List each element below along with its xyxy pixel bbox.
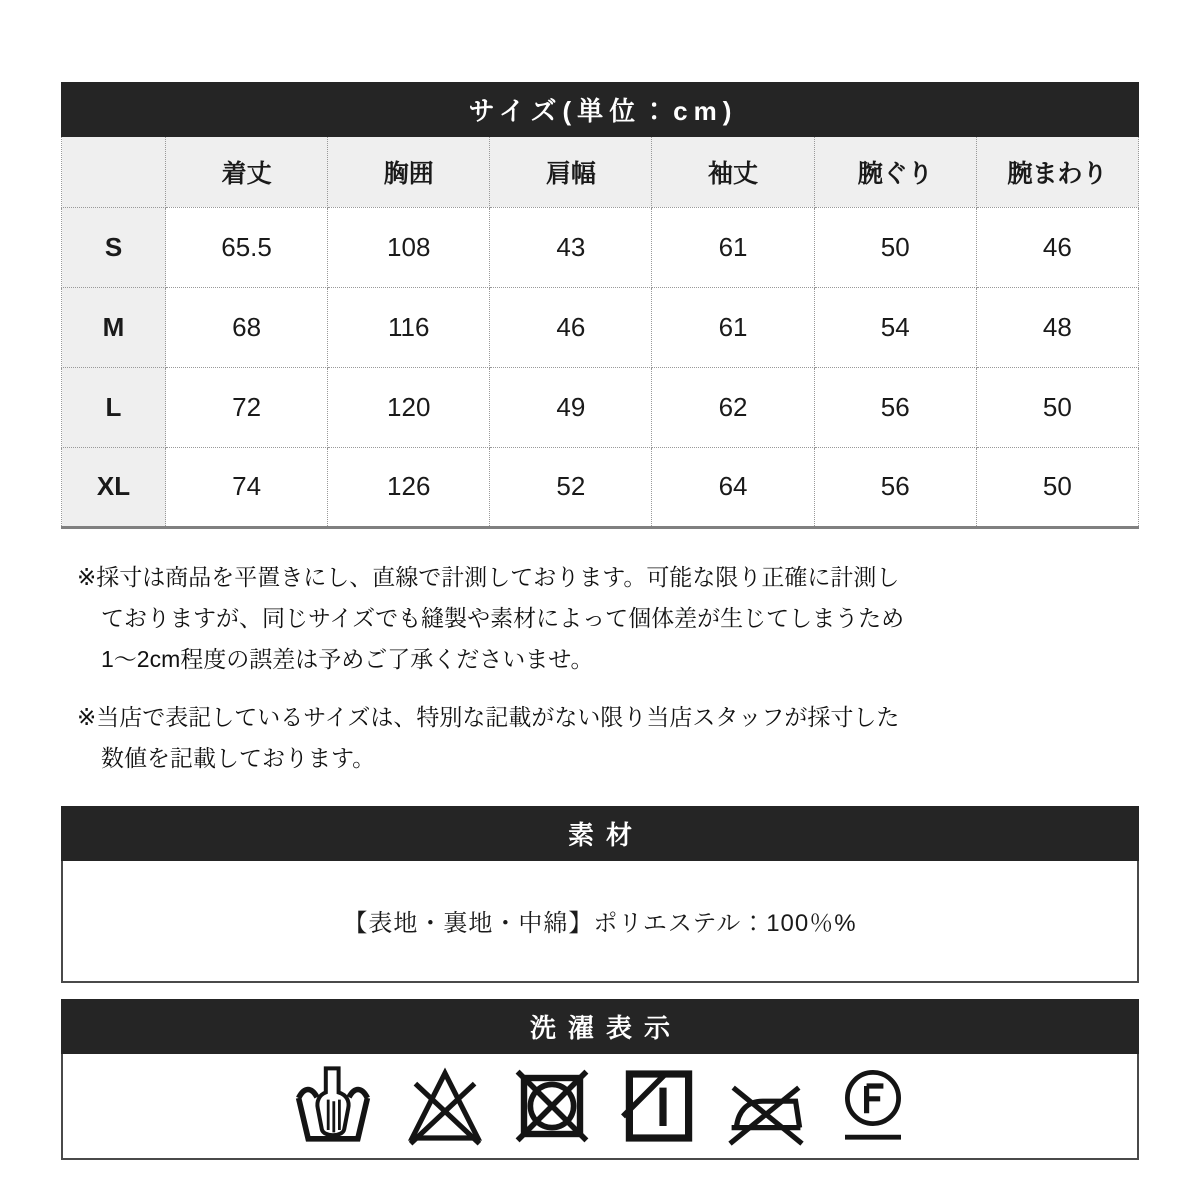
- size-cell: 43: [490, 207, 652, 287]
- dry-clean-petroleum-F-icon: [833, 1066, 913, 1146]
- size-cell: 46: [976, 207, 1138, 287]
- corner-cell: [62, 137, 166, 207]
- size-row-label: S: [62, 207, 166, 287]
- column-header-armhole: 腕ぐり: [814, 137, 976, 207]
- column-header-chest: 胸囲: [328, 137, 490, 207]
- material-body: [61, 861, 1139, 983]
- do-not-tumble-dry-icon: [512, 1066, 592, 1146]
- column-header-length: 着丈: [166, 137, 328, 207]
- table-row-m: [62, 287, 1139, 367]
- care-icons-row: [61, 1054, 1139, 1160]
- size-row-label: M: [62, 287, 166, 367]
- size-cell: 50: [814, 207, 976, 287]
- size-title-bar: [61, 82, 1139, 137]
- note-line: ※当店で表記しているサイズは、特別な記載がない限り当店スタッフが採寸した: [77, 703, 900, 730]
- size-table: [61, 137, 1139, 529]
- size-cell: 61: [652, 287, 814, 367]
- column-header-shoulder: 肩幅: [490, 137, 652, 207]
- column-header-sleeve: 袖丈: [652, 137, 814, 207]
- size-title: サイズ(単位：cm): [468, 96, 738, 126]
- material-text: 【表地・裏地・中綿】ポリエステル：100％%: [343, 910, 857, 937]
- size-cell: 74: [166, 447, 328, 527]
- care-title: 洗濯表示: [529, 1012, 682, 1043]
- care-title-bar: [61, 999, 1139, 1054]
- size-cell: 54: [814, 287, 976, 367]
- table-row-l: [62, 367, 1139, 447]
- size-cell: 120: [328, 367, 490, 447]
- size-cell: 108: [328, 207, 490, 287]
- note-measurement-accuracy: [77, 557, 1139, 680]
- measurement-notes: [77, 557, 1139, 779]
- size-cell: 52: [490, 447, 652, 527]
- line-dry-in-shade-icon: [619, 1066, 699, 1146]
- size-cell: 49: [490, 367, 652, 447]
- note-line: ておりますが、同じサイズでも縫製や素材によって個体差が生じてしまうため: [101, 604, 905, 631]
- size-cell: 56: [814, 367, 976, 447]
- size-cell: 68: [166, 287, 328, 367]
- size-cell: 65.5: [166, 207, 328, 287]
- material-title: 素材: [567, 819, 644, 850]
- do-not-bleach-icon: [405, 1066, 485, 1146]
- size-row-label: L: [62, 367, 166, 447]
- table-row-s: [62, 207, 1139, 287]
- size-cell: 50: [976, 447, 1138, 527]
- size-cell: 61: [652, 207, 814, 287]
- size-cell: 48: [976, 287, 1138, 367]
- size-cell: 72: [166, 367, 328, 447]
- note-line: 1～2cm程度の誤差は予めご了承くださいませ。: [101, 645, 594, 672]
- size-cell: 62: [652, 367, 814, 447]
- column-header-arm-circ: 腕まわり: [976, 137, 1138, 207]
- note-line: ※採寸は商品を平置きにし、直線で計測しております。可能な限り正確に計測し: [77, 563, 900, 590]
- size-cell: 64: [652, 447, 814, 527]
- material-title-bar: [61, 806, 1139, 861]
- size-cell: 46: [490, 287, 652, 367]
- note-staff-measured: [77, 697, 1139, 779]
- size-cell: 50: [976, 367, 1138, 447]
- hand-wash-icon: [288, 1066, 378, 1146]
- do-not-iron-icon: [726, 1066, 806, 1146]
- size-cell: 116: [328, 287, 490, 367]
- table-row-xl: [62, 447, 1139, 527]
- material-section: [61, 806, 1139, 983]
- size-cell: 56: [814, 447, 976, 527]
- size-cell: 126: [328, 447, 490, 527]
- size-table-header-row: [62, 137, 1139, 207]
- size-row-label: XL: [62, 447, 166, 527]
- size-section: [61, 82, 1139, 529]
- care-section: [61, 999, 1139, 1160]
- note-line: 数値を記載しております。: [101, 744, 376, 771]
